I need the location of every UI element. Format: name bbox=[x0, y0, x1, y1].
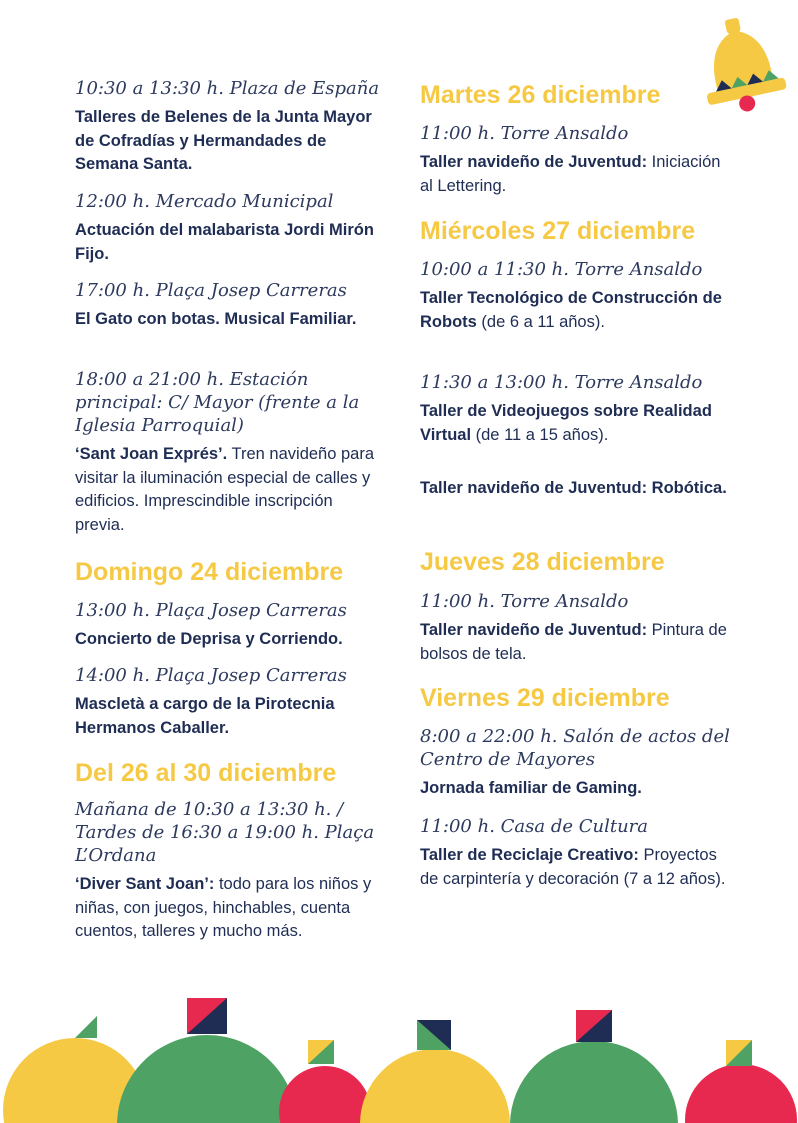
event-title: Mascletà a cargo de la Pirotecnia Hermanos Caballer. bbox=[75, 695, 335, 737]
event-time: 11:00 h. Torre Ansaldo bbox=[420, 591, 629, 612]
section-heading-jueves: Jueves 28 diciembre bbox=[420, 548, 665, 576]
event-time: 14:00 h. Plaça Josep Carreras bbox=[75, 665, 347, 686]
event-time: 11:00 h. Casa de Cultura bbox=[420, 816, 649, 837]
event-title: ‘Diver Sant Joan’: bbox=[75, 875, 215, 893]
section-heading-del: Del 26 al 30 diciembre bbox=[75, 759, 337, 787]
section-heading-martes: Martes 26 diciembre bbox=[420, 81, 661, 109]
event-title: Talleres de Belenes de la Junta Mayor de Cofradías y Hermandades de Semana Santa. bbox=[75, 108, 372, 173]
event-time: Mañana de 10:30 a 13:30 h. / Tardes de 16:30 a 19:00 h. Plaça L’Ordana bbox=[75, 799, 375, 866]
event-title: Taller de Reciclaje Creativo: bbox=[420, 846, 639, 864]
section-heading-miercoles: Miércoles 27 diciembre bbox=[420, 217, 696, 245]
event-time: 11:30 a 13:00 h. Torre Ansaldo bbox=[420, 372, 703, 393]
event-detail: Iniciación al Lettering. bbox=[420, 153, 721, 195]
event-time: 10:30 a 13:30 h. Plaza de España bbox=[75, 78, 380, 99]
event-title: Concierto de Deprisa y Corriendo. bbox=[75, 630, 343, 648]
event-title: El Gato con botas. Musical Familiar. bbox=[75, 310, 357, 328]
event-detail: Pintura de bolsos de tela. bbox=[420, 621, 727, 663]
section-heading-domingo: Domingo 24 diciembre bbox=[75, 558, 344, 586]
event-detail: Proyectos de carpintería y decoración (7 a 12 años). bbox=[420, 846, 726, 888]
event-detail: todo para los niños y niñas, con juegos, hinchables, cuenta cuentos, talleres y mucho más. bbox=[75, 875, 372, 940]
event-time: 17:00 h. Plaça Josep Carreras bbox=[75, 280, 347, 301]
event-title: ‘Sant Joan Exprés’. bbox=[75, 445, 228, 463]
event-title: Taller de Videojuegos sobre Realidad Virtual bbox=[420, 402, 712, 444]
section-heading-viernes: Viernes 29 diciembre bbox=[420, 684, 670, 712]
event-title: Taller navideño de Juventud: bbox=[420, 153, 648, 171]
event-title: Taller Tecnológico de Construcción de Robots bbox=[420, 289, 722, 331]
event-time: 8:00 a 22:00 h. Salón de actos del Centro de Mayores bbox=[420, 726, 730, 770]
event-title: Taller navideño de Juventud: bbox=[420, 621, 648, 639]
event-detail: Tren navideño para visitar la iluminación especial de calles y edificios. Imprescindible inscripción previa. bbox=[75, 445, 375, 534]
event-title: Actuación del malabarista Jordi Mirón Fijo. bbox=[75, 221, 374, 263]
event-time: 18:00 a 21:00 h. Estación principal: C/ Mayor (frente a la Iglesia Parroquial) bbox=[75, 369, 360, 436]
event-time: 11:00 h. Torre Ansaldo bbox=[420, 123, 629, 144]
event-time: 13:00 h. Plaça Josep Carreras bbox=[75, 600, 347, 621]
event-detail: (de 6 a 11 años). bbox=[476, 312, 605, 331]
event-title: Jornada familiar de Gaming. bbox=[420, 779, 642, 797]
event-time: 10:00 a 11:30 h. Torre Ansaldo bbox=[420, 259, 703, 280]
event-title: Taller navideño de Juventud: Robótica. bbox=[420, 479, 727, 497]
event-detail: (de 11 a 15 años). bbox=[471, 425, 609, 444]
event-time: 12:00 h. Mercado Municipal bbox=[75, 191, 334, 212]
